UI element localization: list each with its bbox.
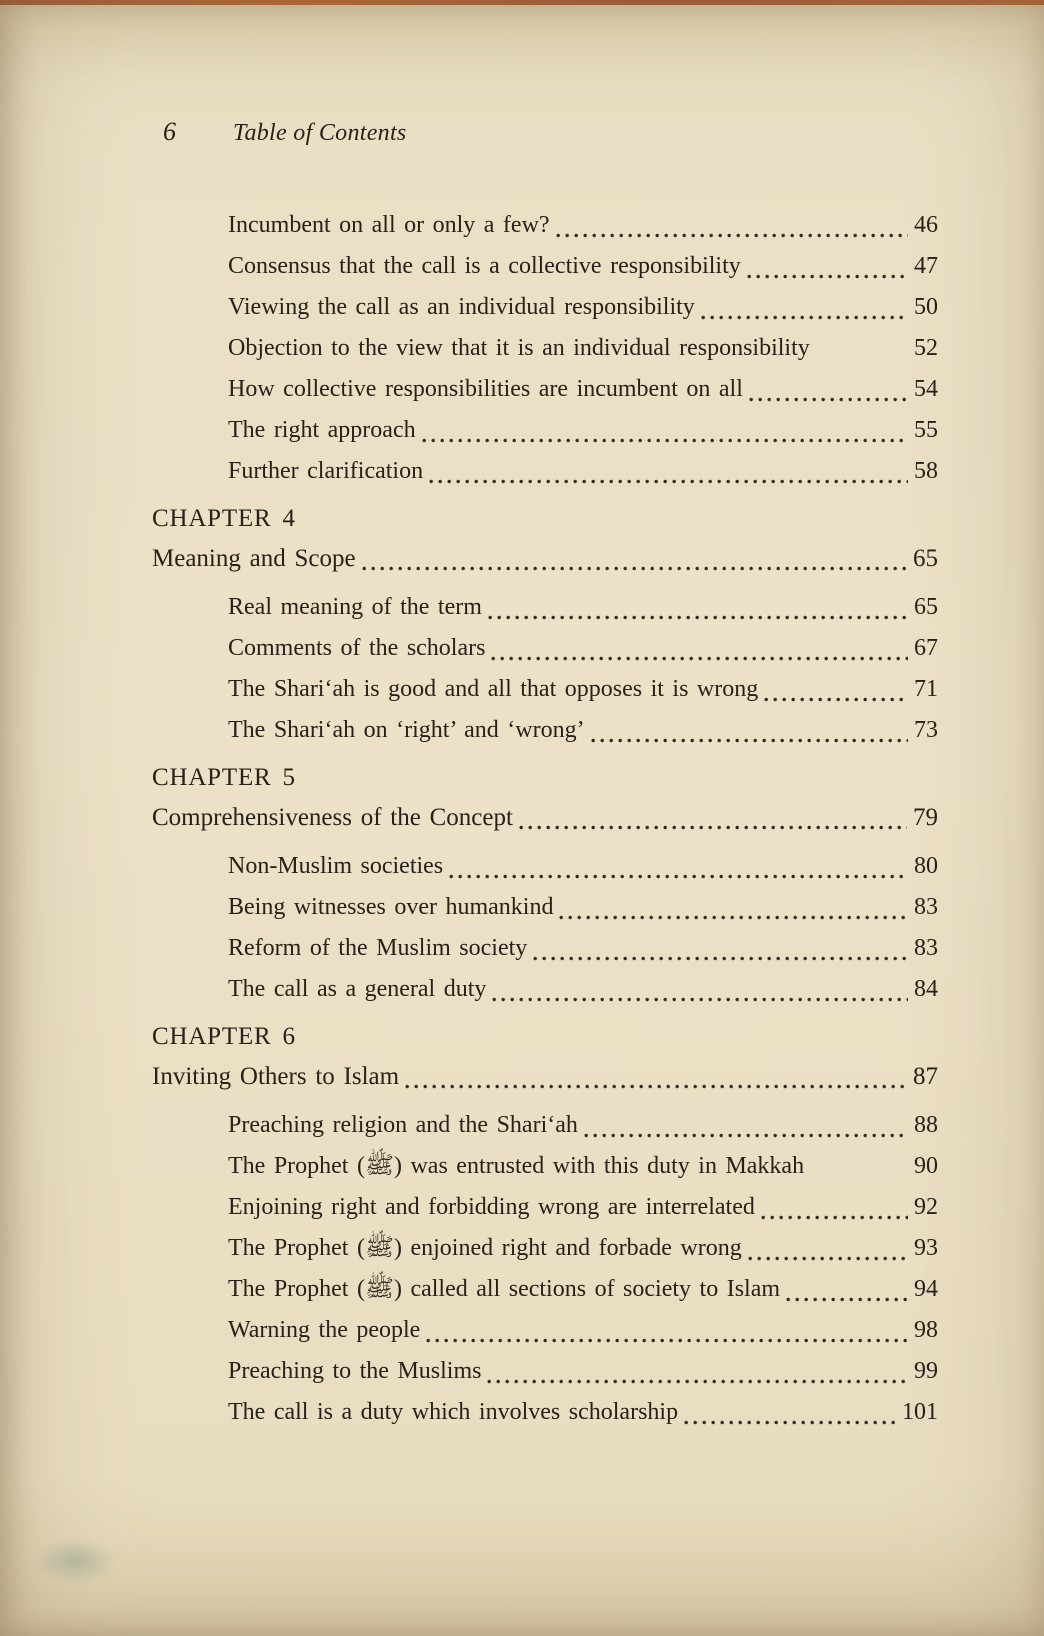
toc-entry-text: The Prophet (ﷺ) enjoined right and forbade wrong: [228, 1235, 742, 1261]
toc-entry-text: Non-Muslim societies: [228, 853, 444, 879]
leader-dots: [519, 824, 907, 831]
leader-dots: [449, 873, 908, 880]
toc-entry: [228, 628, 938, 669]
toc-entry: [228, 1310, 938, 1351]
toc-entry-page: 88: [914, 1112, 938, 1138]
toc-entry-text: Reform of the Muslim society: [228, 935, 528, 961]
toc-entry-text: Enjoining right and forbidding wrong are interrelated: [228, 1194, 755, 1220]
toc-section: [152, 1105, 938, 1433]
leader-dots: [761, 1214, 908, 1221]
leader-dots: [487, 1378, 908, 1385]
toc-entry-page: 47: [914, 253, 938, 279]
chapter-label: CHAPTER 6: [152, 1023, 296, 1050]
toc-entry-text: Further clarification: [228, 458, 424, 484]
leader-dots: [429, 478, 908, 485]
leader-dots: [684, 1419, 896, 1426]
toc-entry: [228, 369, 938, 410]
toc-entry-text: Preaching religion and the Shari‘ah: [228, 1112, 578, 1138]
toc-entry-page: 67: [914, 635, 938, 661]
toc-entry-page: 94: [914, 1276, 938, 1302]
toc-entry-page: 54: [914, 376, 938, 402]
toc-entry-page: 93: [914, 1235, 938, 1261]
toc-entry: [228, 710, 938, 751]
toc-entry-page: 71: [914, 676, 938, 702]
leader-dots: [533, 955, 908, 962]
leader-dots: [405, 1083, 907, 1090]
leader-dots: [591, 737, 908, 744]
toc-entry-text: The Prophet (ﷺ) was entrusted with this duty in Makkah: [228, 1153, 805, 1179]
leader-dots: [764, 696, 908, 703]
leader-dots: [584, 1132, 908, 1139]
toc-entry-page: 92: [914, 1194, 938, 1220]
toc-chapter: [152, 758, 938, 1010]
toc-entry-text: Objection to the view that it is an individual responsibility: [228, 335, 810, 361]
toc-entry-page: 73: [914, 717, 938, 743]
toc-entry-text: The Shari‘ah on ‘right’ and ‘wrong’: [228, 717, 585, 743]
toc-entry: [228, 846, 938, 887]
chapter-title-row: [152, 1057, 938, 1097]
page-content: [152, 112, 938, 1433]
chapter-title-row: [152, 798, 938, 838]
leader-dots: [786, 1296, 908, 1303]
toc-entry: [228, 587, 938, 628]
chapter-label: CHAPTER 5: [152, 764, 296, 791]
toc-entry-text: Viewing the call as an individual responsibility: [228, 294, 695, 320]
toc-entry: [228, 1392, 938, 1433]
toc-entry-page: 50: [914, 294, 938, 320]
toc-entry: [228, 1105, 938, 1146]
toc-entry: [228, 328, 938, 369]
toc-entry-page: 55: [914, 417, 938, 443]
toc-entry: [228, 451, 938, 492]
toc-section: [152, 205, 938, 492]
leader-dots: [747, 273, 908, 280]
toc-entry-text: Incumbent on all or only a few?: [228, 212, 550, 238]
toc-entry-page: 84: [914, 976, 938, 1002]
leader-dots: [556, 232, 908, 239]
leader-dots: [749, 396, 908, 403]
chapter-title: Comprehensiveness of the Concept: [152, 804, 513, 831]
toc-entry: [228, 969, 938, 1010]
toc-entry: [228, 246, 938, 287]
chapter-page: 65: [913, 545, 938, 572]
toc-entry: [228, 1228, 938, 1269]
toc-entry: [228, 1146, 938, 1187]
toc-entry-text: Comments of the scholars: [228, 635, 486, 661]
leader-dots: [492, 996, 908, 1003]
leader-dots: [701, 314, 908, 321]
leader-dots: [491, 655, 908, 662]
toc-entry-text: Consensus that the call is a collective responsibility: [228, 253, 741, 279]
toc-entry-page: 46: [914, 212, 938, 238]
toc-entry-text: Warning the people: [228, 1317, 421, 1343]
toc-entry-page: 83: [914, 935, 938, 961]
page-number: 6: [163, 117, 176, 146]
toc-entry-page: 52: [914, 335, 938, 361]
leader-dots: [810, 1173, 908, 1180]
toc-entry: [228, 669, 938, 710]
toc-section: [152, 587, 938, 751]
toc-entry-page: 58: [914, 458, 938, 484]
toc-entry-text: Real meaning of the term: [228, 594, 482, 620]
toc-entry: [228, 410, 938, 451]
toc-entry-page: 83: [914, 894, 938, 920]
running-header-title: Table of Contents: [233, 120, 407, 146]
toc-section: [152, 846, 938, 1010]
chapter-page: 79: [913, 804, 938, 831]
toc-entry-page: 98: [914, 1317, 938, 1343]
toc-entry-text: The call as a general duty: [228, 976, 487, 1002]
toc-chapter: [152, 499, 938, 751]
toc-entry-text: The call is a duty which involves scholarship: [228, 1399, 679, 1425]
leader-dots: [362, 565, 907, 572]
scan-artifact-smudge: [34, 1538, 116, 1584]
toc-entry-text: Being witnesses over humankind: [228, 894, 554, 920]
table-of-contents: [152, 205, 938, 1433]
leader-dots: [559, 914, 908, 921]
toc-entry-page: 90: [914, 1153, 938, 1179]
toc-entry-text: How collective responsibilities are incumbent on all: [228, 376, 743, 402]
toc-entry-page: 101: [902, 1399, 938, 1425]
chapter-title-row: [152, 539, 938, 579]
toc-entry: [228, 205, 938, 246]
toc-entry: [228, 928, 938, 969]
toc-entry-page: 65: [914, 594, 938, 620]
toc-chapter: [152, 1017, 938, 1433]
toc-entry-page: 80: [914, 853, 938, 879]
toc-entry-text: The Prophet (ﷺ) called all sections of society to Islam: [228, 1276, 781, 1302]
toc-entry: [228, 1187, 938, 1228]
toc-entry-page: 99: [914, 1358, 938, 1384]
toc-entry-text: The right approach: [228, 417, 416, 443]
leader-dots: [426, 1337, 908, 1344]
toc-entry: [228, 887, 938, 928]
leader-dots: [748, 1255, 908, 1262]
toc-entry: [228, 1269, 938, 1310]
toc-entry-text: The Shari‘ah is good and all that opposes it is wrong: [228, 676, 759, 702]
toc-entry-text: Preaching to the Muslims: [228, 1358, 482, 1384]
chapter-page: 87: [913, 1063, 938, 1090]
running-header: [163, 112, 938, 153]
leader-dots: [488, 614, 908, 621]
scan-top-edge: [0, 0, 1044, 5]
chapter-title: Inviting Others to Islam: [152, 1063, 400, 1090]
chapter-label: CHAPTER 4: [152, 505, 296, 532]
leader-dots: [816, 355, 908, 362]
toc-entry: [228, 287, 938, 328]
chapter-title: Meaning and Scope: [152, 545, 356, 572]
leader-dots: [422, 437, 908, 444]
toc-entry: [228, 1351, 938, 1392]
